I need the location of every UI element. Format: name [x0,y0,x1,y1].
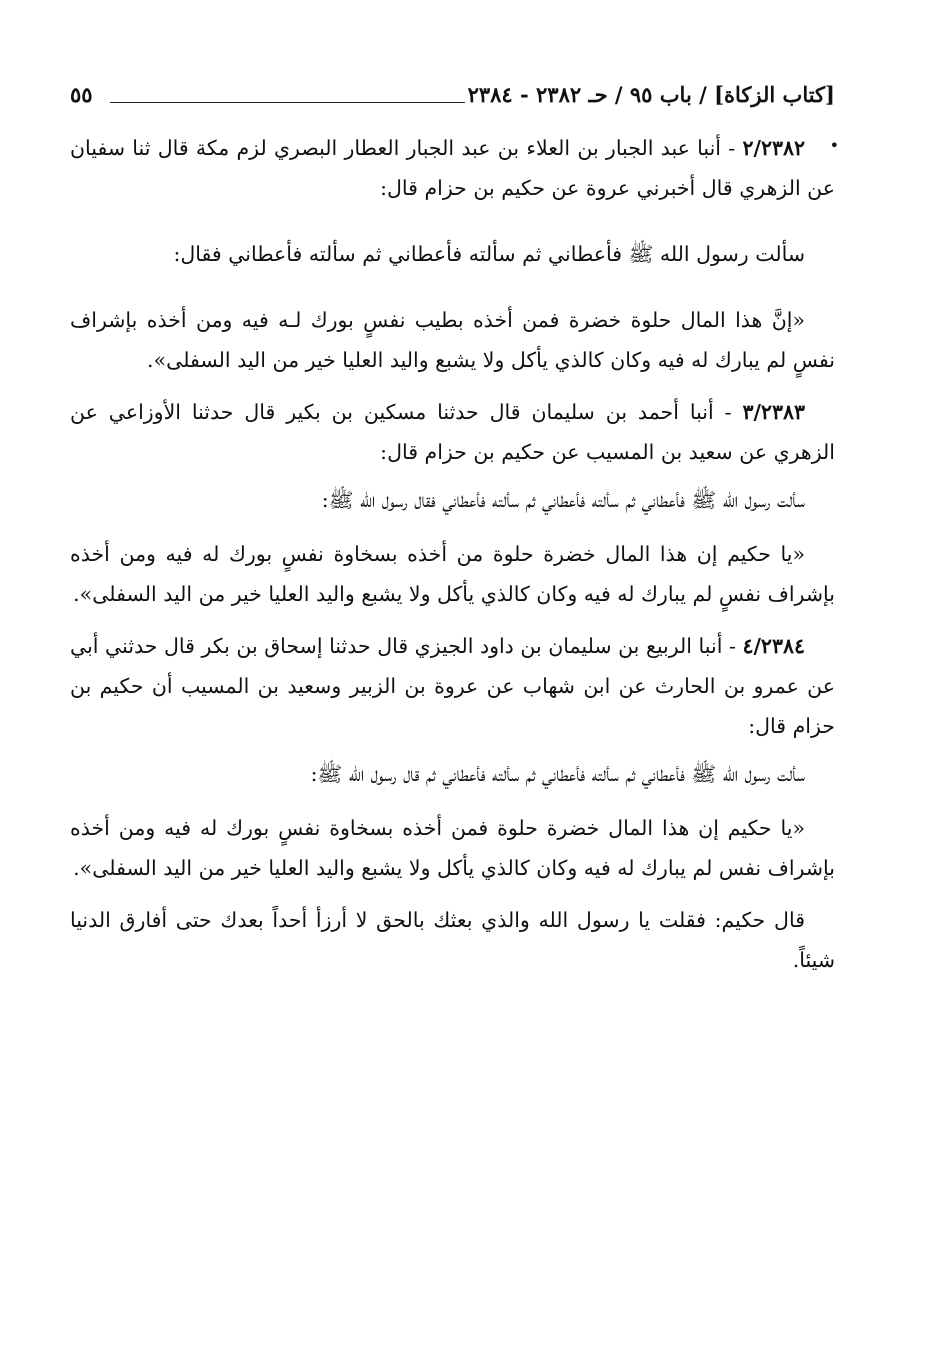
margin-dot: • [829,136,839,155]
isnad-text: أنبا الربيع بن سليمان بن داود الجيزي قال حدثنا إسحاق بن بكر قال حدثني أبي عن عمرو بن الحارث عن ابن شهاب عن عروة بن الزبير وسعيد بن المسيب أن حكيم بن حزام قال: [70,634,835,738]
hadith-quote-1: «إنَّ هذا المال حلوة خضرة فمن أخذه بطيب نفسٍ بورك لـه فيه ومن أخذه بإشراف نفسٍ لم يبارك له فيه وكان كالذي يأكل ولا يشبع واليد العليا خير من اليد السفلى». [70,308,835,372]
header-rule [110,102,465,103]
hadith-number: ٢/٢٣٨٢ [742,136,805,160]
hadith-saying-3: سألت رسول الله ﷺ فأعطاني ثم سألته فأعطاني ثم سألته فأعطاني ثم قال رسول الله ﷺ: [310,762,805,786]
hadith-saying-1: سألت رسول الله ﷺ فأعطاني ثم سألته فأعطاني ثم سألته فأعطاني فقال: [173,242,805,266]
document-body [70,128,835,980]
hadith-saying-2: سألت رسول الله ﷺ فأعطاني ثم سألته فأعطاني ثم سألته فأعطاني فقال رسول الله ﷺ: [321,488,805,512]
hadith-isnad-3 [70,626,835,746]
hadith-isnad-2 [70,392,835,472]
hadith-number: ٣/٢٣٨٣ [742,400,805,424]
dash: - [722,634,736,658]
hakim-statement: قال حكيم: فقلت يا رسول الله والذي بعثك بالحق لا أرزأ أحداً بعدك حتى أفارق الدنيا شيئاً. [70,908,835,972]
dash: - [720,136,736,160]
isnad-text: أنبا أحمد بن سليمان قال حدثنا مسكين بن بكير قال حدثنا الأوزاعي عن الزهري عن سعيد بن المسيب عن حكيم بن حزام قال: [70,400,835,464]
hadith-isnad-1 [70,128,835,208]
hadith-number: ٤/٢٣٨٤ [742,634,805,658]
header-title: [كتاب الزكاة] / باب ٩٥ / حـ ٢٣٨٢ - ٢٣٨٤ [467,82,835,107]
dash: - [713,400,732,424]
isnad-text: أنبا عبد الجبار بن العلاء بن عبد الجبار العطار البصري لزم مكة قال ثنا سفيان عن الزهري قال أخبرني عروة عن حكيم بن حزام قال: [70,136,835,200]
document-page [70,78,839,1344]
hadith-quote-3: «يا حكيم إن هذا المال خضرة حلوة فمن أخذه بسخاوة نفسٍ بورك له فيه ومن أخذه بإشراف نفس لم يبارك له فيه وكان كالذي يأكل ولا يشبع واليد العليا خير من اليد السفلى». [70,816,835,880]
hadith-quote-2: «يا حكيم إن هذا المال خضرة حلوة من أخذه بسخاوة نفسٍ بورك له فيه ومن أخذه بإشراف نفسٍ لم يبارك له فيه وكان كالذي يأكل ولا يشبع واليد العليا خير من اليد السفلى». [70,542,835,606]
running-header [70,78,835,118]
page-number: ٥٥ [70,82,93,107]
